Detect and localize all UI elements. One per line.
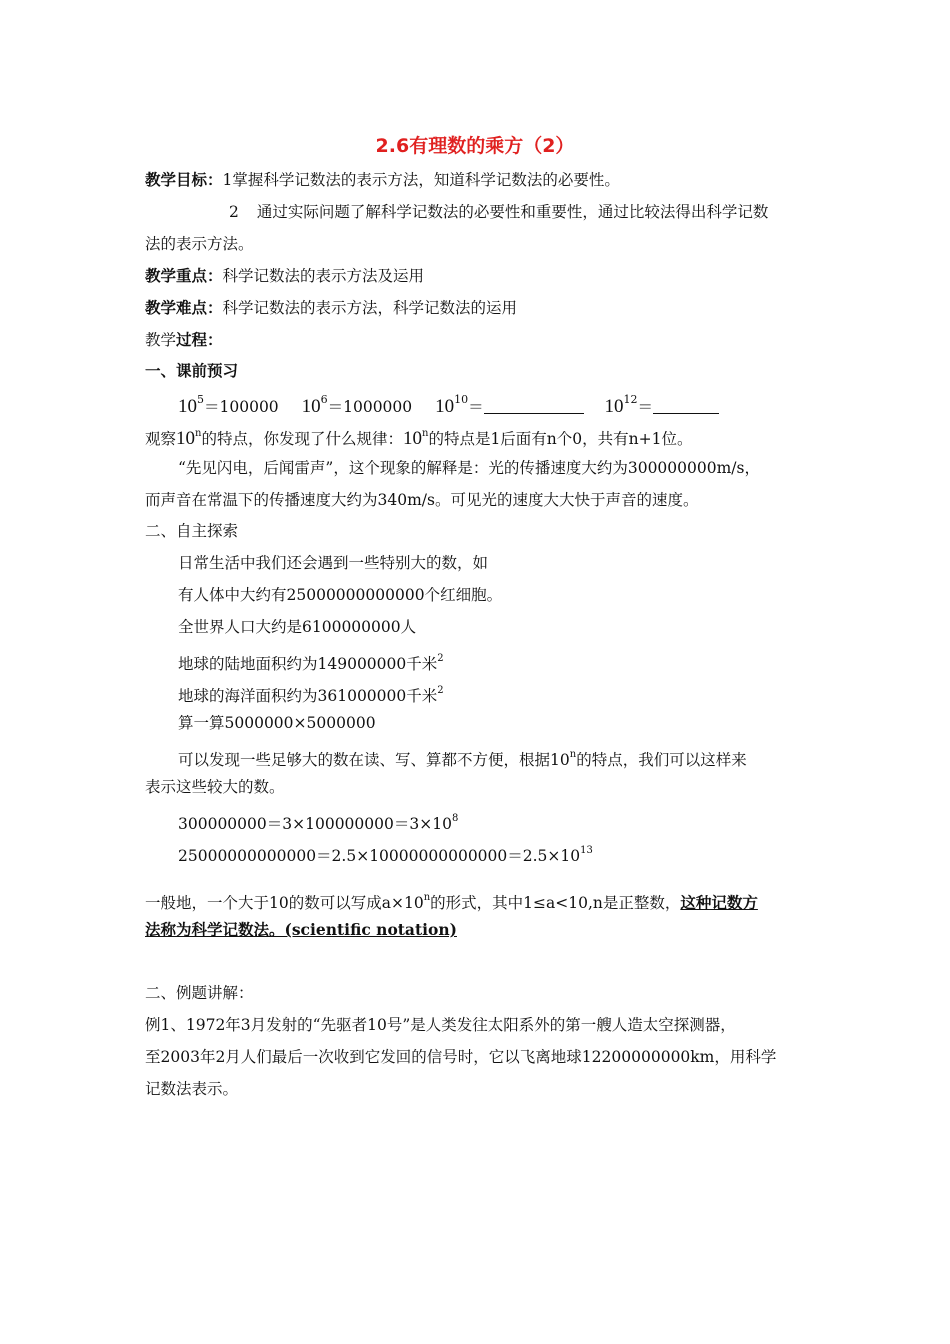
page-title: 2.6有理数的乘方（2） <box>375 135 575 157</box>
preview-heading: 一、课前预习 <box>145 362 239 380</box>
difficulty-label: 教学难点： <box>145 299 223 317</box>
process-line <box>145 330 223 350</box>
example-line-3: 记数法表示。 <box>145 1080 239 1098</box>
definition-highlight-2: 法称为科学记数法。(scientific notation) <box>145 920 457 939</box>
equation-1: $300000000=3\times 100000000=3\times 10^8$ <box>178 813 459 833</box>
light-line-1: “先见闪电，后闻雷声”，这个现象的解释是：光的传播速度大约为300000000m/s， <box>178 459 760 477</box>
goals-item-2-text: 通过实际问题了解科学记数法的必要性和重要性，通过比较法得出科学记数 <box>256 203 769 221</box>
key-point-label: 教学重点： <box>145 267 223 285</box>
goals-line-3: 法的表示方法。 <box>145 235 254 253</box>
answer-blank-2[interactable] <box>653 397 719 414</box>
definition-highlight: 这种记数方 <box>680 893 758 912</box>
goals-line-1 <box>145 170 620 190</box>
answer-blank-1[interactable] <box>484 397 584 414</box>
key-point-text: 科学记数法的表示方法及运用 <box>222 267 425 285</box>
explore-line-1: 日常生活中我们还会遇到一些特别大的数，如 <box>178 554 489 572</box>
explore-line-5: 地球的海洋面积约为361000000千米$^2$ <box>178 685 444 705</box>
definition-line-1: 一般地，一个大于10的数可以写成$a\times 10^n$的形式，其中1≤a<10,n是正整数，这种记数方 <box>145 892 758 912</box>
light-line-2: 而声音在常温下的传播速度大约为340m/s。可见光的速度大大快于声音的速度。 <box>145 491 699 509</box>
goals-label: 教学目标： <box>145 171 223 189</box>
examples-heading: 二、例题讲解： <box>145 984 254 1002</box>
process-label: 过程： <box>176 331 223 349</box>
explore-line-8: 表示这些较大的数。 <box>145 778 285 796</box>
goals-item-2-number: 2 <box>229 203 239 221</box>
powers-line <box>178 390 719 417</box>
power-10-10: $10^{10}=$ <box>435 398 584 416</box>
observe-line: 观察10$^n$的特点，你发现了什么规律：10$^n$的特点是1后面有n个0，共有n+1位。 <box>145 428 693 449</box>
definition-line-2 <box>145 920 457 940</box>
key-point-line <box>145 266 424 286</box>
explore-line-7: 可以发现一些足够大的数在读、写、算都不方便，根据10$^n$的特点，我们可以这样来 <box>178 749 747 769</box>
process-prefix: 教学 <box>145 331 177 349</box>
power-10-5: $10^5=100000$ <box>178 393 279 417</box>
difficulty-text: 科学记数法的表示方法，科学记数法的运用 <box>222 299 518 317</box>
difficulty-line <box>145 298 517 318</box>
example-line-1: 例1、1972年3月发射的“先驱者10号”是人类发往太阳系外的第一艘人造太空探测器， <box>145 1016 736 1034</box>
explore-line-3: 全世界人口大约是6100000000人 <box>178 618 417 636</box>
power-10-6: $10^6=1000000$ <box>301 393 413 417</box>
goals-item-1: 1掌握科学记数法的表示方法，知道科学记数法的必要性。 <box>222 171 620 189</box>
explore-line-2: 有人体中大约有25000000000000个红细胞。 <box>178 586 503 604</box>
explore-line-4: 地球的陆地面积约为149000000千米$^2$ <box>178 653 444 673</box>
power-10-12: $10^{12}=$ <box>605 398 720 416</box>
example-line-2: 至2003年2月人们最后一次收到它发回的信号时，它以飞离地球12200000000km，用科学 <box>145 1048 777 1066</box>
explore-heading: 二、自主探索 <box>145 522 239 540</box>
equation-2: $25000000000000=2.5\times 10000000000000=2.5\times 10^{13}$ <box>178 845 593 865</box>
goals-line-2 <box>229 202 768 222</box>
explore-line-6: 算一算5000000×5000000 <box>178 714 376 732</box>
